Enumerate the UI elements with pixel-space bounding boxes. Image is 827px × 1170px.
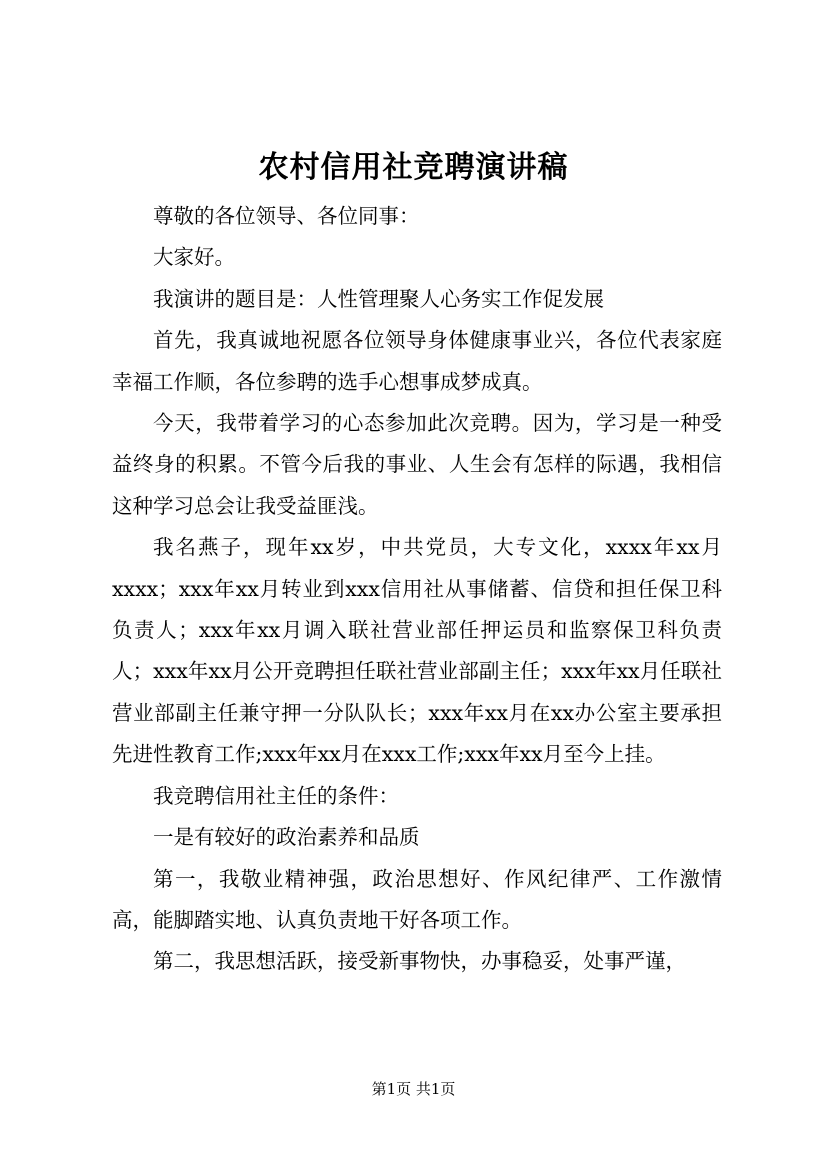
paragraph-condition-one: 一是有较好的政治素养和品质 [153,825,420,850]
paragraph-topic: 我演讲的题目是：人性管理聚人心务实工作促发展 [153,286,604,311]
paragraph-hello: 大家好。 [153,245,235,270]
paragraph-first: 第一，我敬业精神强，政治思想好、作风纪律严、工作激情高，能脚踏实地、认真负责地干好各项工作。 [112,866,722,932]
document-body [112,196,722,983]
paragraph-conditions: 我竞聘信用社主任的条件： [153,783,399,808]
paragraph-wishes: 首先，我真诚地祝愿各位领导身体健康事业兴，各位代表家庭幸福工作顺，各位参聘的选手心想事成梦成真。 [112,328,722,394]
page-footer: 第1页 共1页 [371,1080,456,1098]
paragraph-resume: 我名燕子，现年xx岁，中共党员，大专文化，xxxx年xx月xxxx；xxx年xx月转业到xxx信用社从事储蓄、信贷和担任保卫科负责人；xxx年xx月调入联社营业部任押运员和监察保卫科负责人；xxx年xx月公开竞聘担任联社营业部副主任；xxx年xx月任联社营业部副主任兼守押一分队队长；xxx年xx月在xx办公室主要承担先进性教育工作;xxx年xx月在xxx工作;xxx年xx月至今上挂。 [112,535,722,767]
paragraph-learning: 今天，我带着学习的心态参加此次竞聘。因为，学习是一种受益终身的积累。不管今后我的事业、人生会有怎样的际遇，我相信这种学习总会让我受益匪浅。 [112,411,722,518]
document-title: 农村信用社竞聘演讲稿 [258,150,569,185]
paragraph-greeting: 尊敬的各位领导、各位同事： [153,204,420,228]
paragraph-second: 第二，我思想活跃，接受新事物快，办事稳妥，处事严谨， [153,949,686,974]
